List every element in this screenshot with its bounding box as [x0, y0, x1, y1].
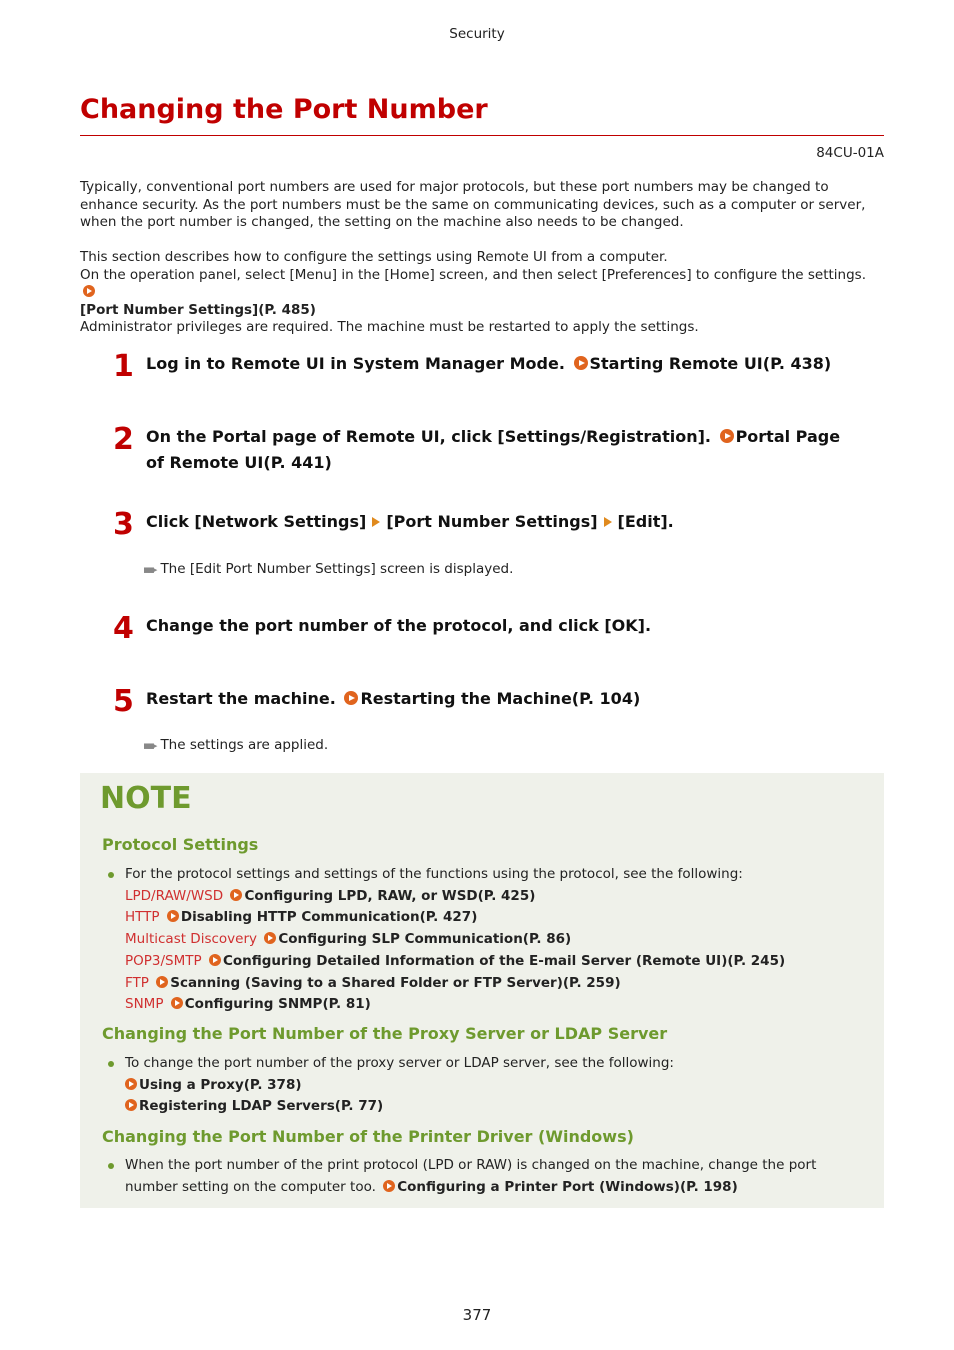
step-number-1: 1	[113, 349, 134, 384]
protocol-settings-list	[125, 864, 865, 1016]
step-number-4: 4	[113, 611, 134, 646]
protocol-item	[125, 994, 865, 1016]
protocol-name: POP3/SMTP	[125, 952, 202, 969]
result-arrow-icon: ▪▪▸	[143, 563, 155, 576]
protocol-name: LPD/RAW/WSD	[125, 887, 224, 904]
note-heading-printer-driver: Changing the Port Number of the Printer Driver (Windows)	[102, 1127, 634, 1146]
step-3-result	[143, 561, 513, 577]
proxy-ldap-list	[125, 1053, 865, 1118]
step-3-result-text: The [Edit Port Number Settings] screen is displayed.	[160, 561, 514, 577]
link-arrow-icon	[83, 285, 95, 297]
printer-driver-text	[125, 1155, 865, 1198]
bullet-icon	[108, 872, 116, 880]
step-5-result	[143, 737, 328, 753]
link-arrow-icon	[209, 954, 221, 966]
protocol-link[interactable]: Configuring Detailed Information of the E-mail Server (Remote UI)(P. 245)	[222, 952, 786, 969]
note-heading-protocol-settings: Protocol Settings	[102, 835, 259, 854]
protocol-name: Multicast Discovery	[125, 931, 258, 948]
protocol-item	[125, 929, 865, 951]
step-5-result-text: The settings are applied.	[160, 737, 329, 753]
link-arrow-icon	[230, 889, 242, 901]
step-number-2: 2	[113, 422, 134, 457]
intro-paragraph: Typically, conventional port numbers are used for major protocols, but these port numbers may be changed to enhance security. As the port numbers must be the same on communicating devices, such as a computer or server, when the port number is changed, the setting on the machine also needs to be changed.	[80, 179, 866, 230]
page-number: 377	[462, 1306, 492, 1324]
portal-page-link[interactable]: Portal Page of Remote UI(P. 441)	[146, 427, 841, 472]
menu-path-arrow-icon	[372, 517, 380, 527]
protocol-item	[125, 907, 865, 929]
protocol-link[interactable]: Scanning (Saving to a Shared Folder or FTP Server)(P. 259)	[170, 974, 621, 991]
link-arrow-icon	[720, 429, 734, 443]
starting-remote-ui-link[interactable]: Starting Remote UI(P. 438)	[589, 354, 832, 373]
protocol-name: SNMP	[125, 996, 164, 1013]
link-arrow-icon	[264, 932, 276, 944]
step-number-3: 3	[113, 507, 134, 542]
note-heading-proxy-ldap: Changing the Port Number of the Proxy Server or LDAP Server	[102, 1024, 668, 1043]
link-arrow-icon	[125, 1099, 137, 1111]
registering-ldap-link[interactable]: Registering LDAP Servers(P. 77)	[139, 1098, 384, 1115]
intro-operation-panel-line	[80, 267, 880, 302]
protocol-link[interactable]: Configuring SNMP(P. 81)	[184, 996, 371, 1013]
bullet-icon	[108, 1163, 116, 1171]
step-1-text	[146, 351, 846, 377]
protocol-name: HTTP	[125, 909, 160, 926]
step-2-text	[146, 424, 846, 476]
protocol-link[interactable]: Disabling HTTP Communication(P. 427)	[180, 909, 478, 926]
using-proxy-link[interactable]: Using a Proxy(P. 378)	[139, 1076, 302, 1093]
link-arrow-icon	[125, 1078, 137, 1090]
step-2-instruction: On the Portal page of Remote UI, click [Settings/Registration].	[146, 427, 711, 446]
step-1-instruction: Log in to Remote UI in System Manager Mode.	[146, 354, 565, 373]
step-3-text	[146, 509, 846, 535]
printer-port-link[interactable]: Configuring a Printer Port (Windows)(P. 198)	[397, 1178, 738, 1195]
step-4-text: Change the port number of the protocol, and click [OK].	[146, 616, 652, 635]
step-5-instruction: Restart the machine.	[146, 689, 336, 708]
document-code: 84CU-01A	[816, 145, 884, 161]
port-number-settings-link[interactable]: [Port Number Settings](P. 485)	[80, 301, 316, 318]
printer-driver-line-2	[125, 1177, 865, 1199]
note-title: NOTE	[100, 781, 192, 816]
protocol-item	[125, 951, 865, 973]
intro-remote-ui-line: This section describes how to configure the settings using Remote UI from a computer.	[80, 249, 668, 265]
protocol-settings-intro: For the protocol settings and settings of the functions using the protocol, see the following:	[125, 866, 743, 882]
protocol-link[interactable]: Configuring SLP Communication(P. 86)	[278, 931, 572, 948]
page-title: Changing the Port Number	[80, 94, 488, 125]
step-3-part-3: [Edit].	[617, 512, 674, 531]
protocol-item	[125, 973, 865, 995]
protocol-item	[125, 886, 865, 908]
result-arrow-icon: ▪▪▸	[143, 739, 155, 752]
intro-admin-line: Administrator privileges are required. The machine must be restarted to apply the settings.	[80, 319, 699, 335]
intro-operation-panel-text: On the operation panel, select [Menu] in the [Home] screen, and then select [Preferences] to configure the settings.	[80, 266, 867, 283]
printer-driver-line-2-text: number setting on the computer too.	[125, 1178, 376, 1195]
step-5-text	[146, 686, 846, 712]
link-arrow-icon	[344, 691, 358, 705]
step-3-part-1: Click [Network Settings]	[146, 512, 367, 531]
proxy-ldap-intro: To change the port number of the proxy server or LDAP server, see the following:	[125, 1055, 674, 1071]
step-3-part-2: [Port Number Settings]	[386, 512, 598, 531]
link-arrow-icon	[167, 910, 179, 922]
title-divider	[80, 135, 884, 136]
link-arrow-icon	[574, 356, 588, 370]
ldap-link-row	[125, 1096, 865, 1118]
step-number-5: 5	[113, 684, 134, 719]
page-header-section: Security	[449, 26, 505, 42]
intro-paragraph-2	[80, 249, 880, 337]
link-arrow-icon	[383, 1180, 395, 1192]
link-arrow-icon	[171, 997, 183, 1009]
proxy-link-row	[125, 1075, 865, 1097]
protocol-name: FTP	[125, 974, 149, 991]
protocol-link[interactable]: Configuring LPD, RAW, or WSD(P. 425)	[244, 887, 536, 904]
bullet-icon	[108, 1061, 116, 1069]
link-arrow-icon	[156, 976, 168, 988]
printer-driver-line-1: When the port number of the print protocol (LPD or RAW) is changed on the machine, change the port	[125, 1157, 817, 1173]
restarting-machine-link[interactable]: Restarting the Machine(P. 104)	[360, 689, 641, 708]
menu-path-arrow-icon	[604, 517, 612, 527]
